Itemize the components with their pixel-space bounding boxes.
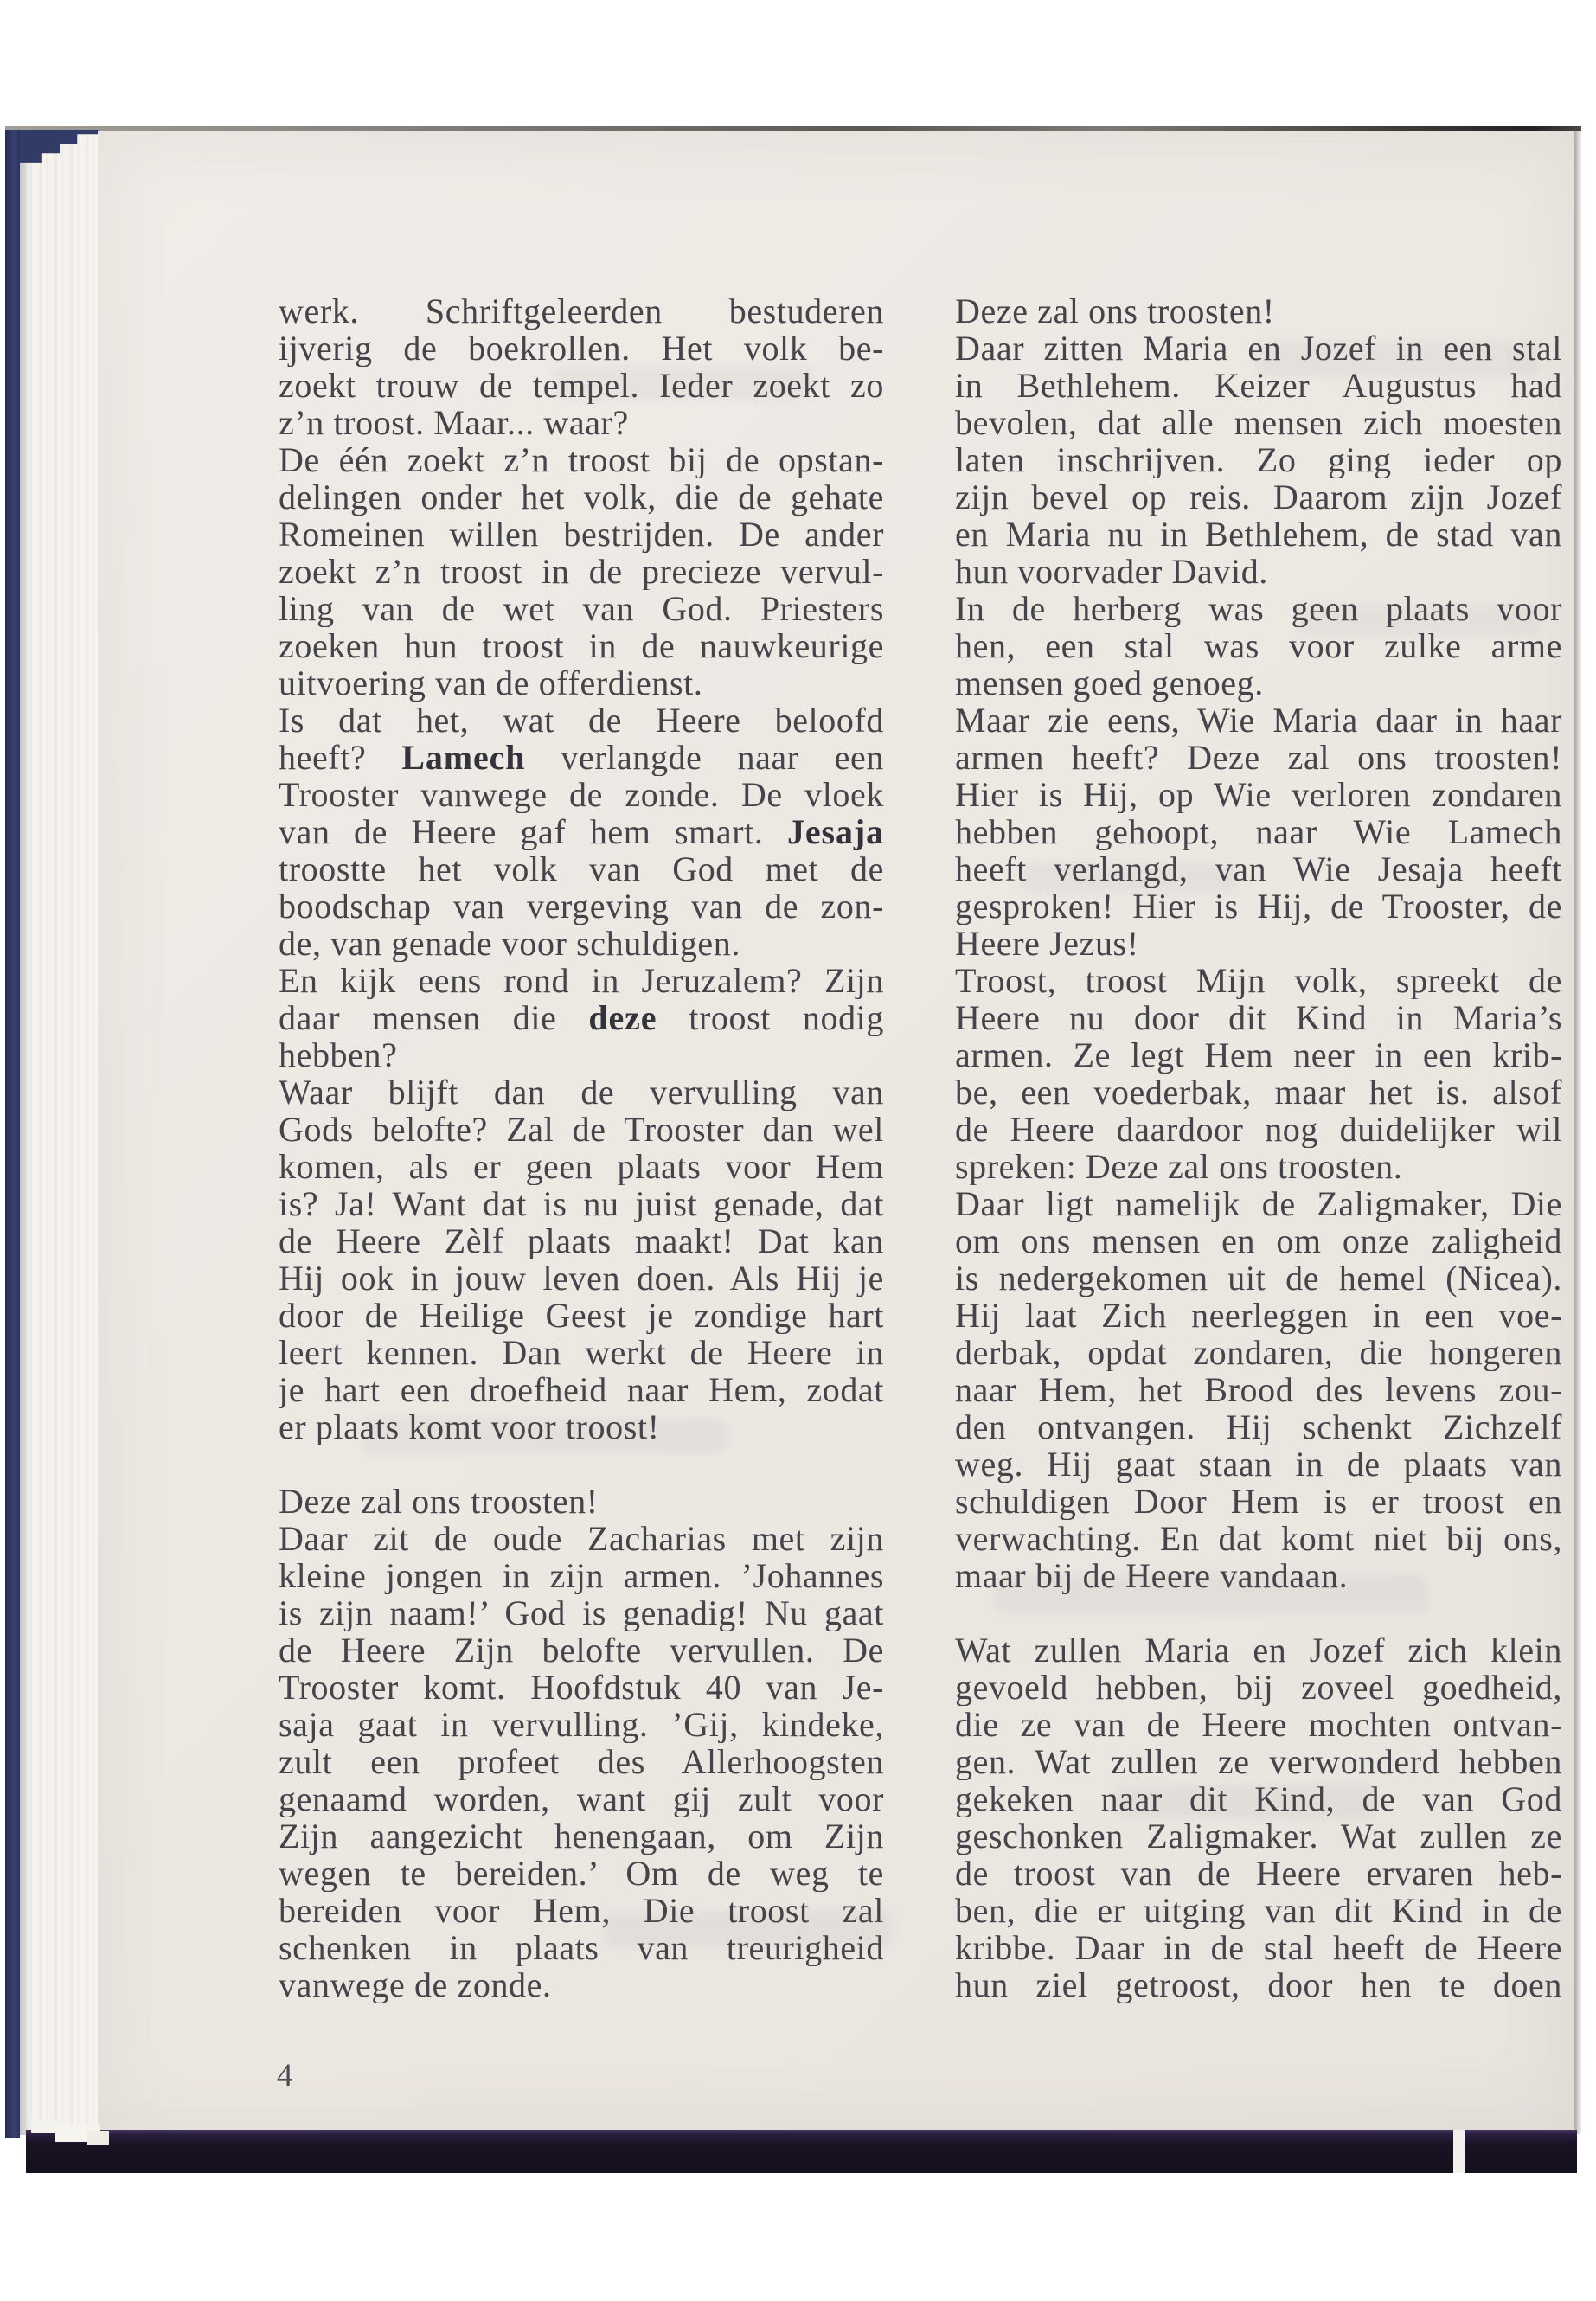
page-number: 4 [277,2058,293,2093]
book-cover-spine [5,130,20,2138]
text-line: geschonken Zaligmaker. Wat zullen ze [955,1817,1562,1855]
text-line: en Maria nu in Bethlehem, de stad van [955,516,1562,553]
text-line: hen, een stal was voor zulke arme [955,627,1562,664]
page-corner-step [87,2131,109,2145]
text-line: gekeken naar dit Kind, de van God [955,1780,1562,1817]
text-line: schenken in plaats van treurigheid [279,1929,884,1966]
text-line: gevoeld hebben, bij zoveel goedheid, [955,1669,1562,1706]
text-line: derbak, opdat zondaren, die hongeren [955,1334,1562,1371]
text-line: Waar blijft dan de vervulling van [279,1074,884,1111]
text-line: uitvoering van de offerdienst. [279,664,703,702]
text-line: schuldigen Door Hem is er troost en [955,1483,1562,1520]
text-line: hebben gehoopt, naar Wie Lamech [955,813,1562,850]
text-line: ling van de wet van God. Priesters [279,590,884,627]
text-line: troostte het volk van God met de [279,850,884,888]
text-line: Hij laat Zich neerleggen in een voe- [955,1297,1562,1334]
text-line: ben, die er uitging van dit Kind in de [955,1892,1562,1929]
text-line: Heere Jezus! [955,925,1139,962]
text-line: weg. Hij gaat staan in de plaats van [955,1445,1562,1483]
bold-text: deze [588,999,657,1036]
text-line: door de Heilige Geest je zondige hart [279,1297,884,1334]
text-line: je hart een droefheid naar Hem, zodat [279,1371,884,1408]
text-line: Heere nu door dit Kind in Maria’s [955,999,1562,1036]
text-line: zult een profeet des Allerhoogsten [279,1743,884,1780]
text-line: de Heere Zijn belofte vervullen. De [279,1631,884,1669]
text-line: be, een voederbak, maar het is. alsof [955,1074,1562,1111]
text-line: naar Hem, het Brood des levens zou- [955,1371,1562,1408]
text-line: Trooster vanwege de zonde. De vloek [279,776,884,813]
text-line: Daar ligt namelijk de Zaligmaker, Die [955,1185,1562,1222]
text-line: zoekt trouw de tempel. Ieder zoekt zo [279,367,884,404]
text-line: de, van genade voor schuldigen. [279,925,740,962]
page-edges-fan [20,130,98,2135]
text-line: armen heeft? Deze zal ons troosten! [955,739,1562,776]
text-line: den ontvangen. Hij schenkt Zichzelf [955,1408,1562,1445]
text-line: zoeken hun troost in de nauwkeurige [279,627,884,664]
text-line: leert kennen. Dan werkt de Heere in [279,1334,884,1371]
text-line: genaamd worden, want gij zult voor [279,1780,884,1817]
bold-text: Jesaja [786,813,884,850]
blank-line [955,1594,1562,1631]
text-line: in Bethlehem. Keizer Augustus had [955,367,1562,404]
text-line: is zijn naam!’ God is genadig! Nu gaat [279,1594,884,1631]
text-line: z’n troost. Maar... waar? [279,404,629,441]
text-line: Daar zitten Maria en Jozef in een stal [955,330,1562,367]
text-line: de Heere daardoor nog duidelijker wil [955,1111,1562,1148]
text-line: En kijk eens rond in Jeruzalem? Zijn [279,962,884,999]
text-line: van de Heere gaf hem smart. Jesaja [279,813,884,850]
text-line: vanwege de zonde. [279,1966,552,2003]
text-line: hun voorvader David. [955,553,1268,590]
text-line: de Heere Zèlf plaats maakt! Dat kan [279,1222,884,1259]
text-line: bevolen, dat alle mensen zich moesten [955,404,1562,441]
text-line: spreken: Deze zal ons troosten. [955,1148,1403,1185]
text-line: gesproken! Hier is Hij, de Trooster, de [955,888,1562,925]
bold-text: Lamech [401,739,526,776]
text-line: kleine jongen in zijn armen. ’Johannes [279,1557,884,1594]
text-line: komen, als er geen plaats voor Hem [279,1148,884,1185]
page-right-edge [1574,131,1581,2134]
text-line: maar bij de Heere vandaan. [955,1557,1349,1594]
text-line: saja gaat in vervulling. ’Gij, kindeke, [279,1706,884,1743]
text-line: Troost, troost Mijn volk, spreekt de [955,962,1562,999]
text-line: Daar zit de oude Zacharias met zijn [279,1520,884,1557]
text-line: Deze zal ons troosten! [279,1483,599,1520]
text-line: Romeinen willen bestrijden. De ander [279,516,884,553]
text-line: Gods belofte? Zal de Trooster dan wel [279,1111,884,1148]
text-line: hebben? [279,1036,398,1074]
text-line: armen. Ze legt Hem neer in een krib- [955,1036,1562,1074]
text-line: Is dat het, wat de Heere beloofd [279,702,884,739]
text-line: mensen goed genoeg. [955,664,1264,702]
text-line: Wat zullen Maria en Jozef zich klein [955,1631,1562,1669]
text-line: is nedergekomen uit de hemel (Nicea). [955,1259,1562,1297]
text-line: die ze van de Heere mochten ontvan- [955,1706,1562,1743]
text-line: daar mensen die deze troost nodig [279,999,884,1036]
text-line: Trooster komt. Hoofdstuk 40 van Je- [279,1669,884,1706]
text-line: is? Ja! Want dat is nu juist genade, dat [279,1185,884,1222]
text-line: hun ziel getroost, door hen te doen [955,1966,1562,2003]
text-line: gen. Wat zullen ze verwonderd hebben [955,1743,1562,1780]
text-line: kribbe. Daar in de stal heeft de Heere [955,1929,1562,1966]
text-line: delingen onder het volk, die de gehate [279,478,884,516]
text-column-right [955,292,1562,2003]
text-line: De één zoekt z’n troost bij de opstan- [279,441,884,478]
text-line: Deze zal ons troosten! [955,292,1275,330]
text-line: zoekt z’n troost in de precieze vervul- [279,553,884,590]
text-line: zijn bevel op reis. Daarom zijn Jozef [955,478,1562,516]
text-line: In de herberg was geen plaats voor [955,590,1562,627]
text-line: er plaats komt voor troost! [279,1408,660,1445]
text-column-left [279,292,884,2003]
text-line: verwachting. En dat komt niet bij ons, [955,1520,1562,1557]
book-bottom-cover-edge [26,2130,1577,2173]
text-line: wegen te bereiden.’ Om de weg te [279,1855,884,1892]
text-line: heeft verlangd, van Wie Jesaja heeft [955,850,1562,888]
text-line: Hier is Hij, op Wie verloren zondaren [955,776,1562,813]
text-line: werk. Schriftgeleerden bestuderen [279,292,884,330]
text-line: ijverig de boekrollen. Het volk be- [279,330,884,367]
text-line: laten inschrijven. Zo ging ieder op [955,441,1562,478]
text-line: Hij ook in jouw leven doen. Als Hij je [279,1259,884,1297]
text-line: bereiden voor Hem, Die troost zal [279,1892,884,1929]
text-line: Zijn aangezicht henengaan, om Zijn [279,1817,884,1855]
bottom-edge-notch [1453,2130,1465,2173]
text-line: Maar zie eens, Wie Maria daar in haar [955,702,1562,739]
blank-line [279,1445,884,1483]
text-line: heeft? Lamech verlangde naar een [279,739,884,776]
text-line: boodschap van vergeving van de zon- [279,888,884,925]
text-line: om ons mensen en om onze zaligheid [955,1222,1562,1259]
text-line: de troost van de Heere ervaren heb- [955,1855,1562,1892]
